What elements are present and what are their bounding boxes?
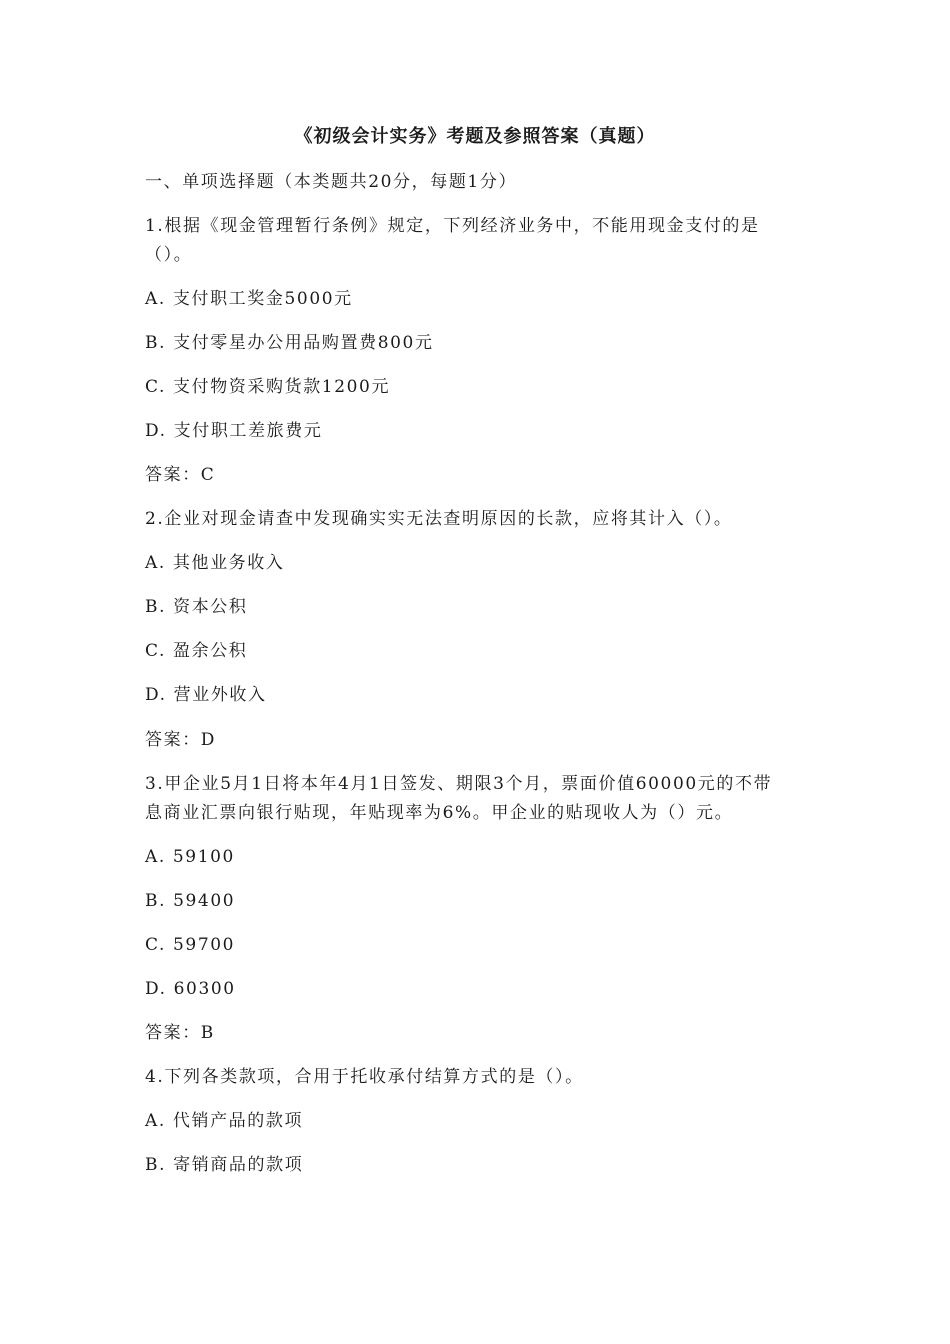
question-2-option-a: A. 其他业务收入 bbox=[145, 553, 285, 573]
question-1-option-a: A. 支付职工奖金5000元 bbox=[145, 289, 353, 309]
question-2-option-b: B. 资本公积 bbox=[145, 597, 248, 617]
question-3-option-c: C. 59700 bbox=[145, 935, 236, 955]
question-3-stem-line2: 息商业汇票向银行贴现，年贴现率为6%。甲企业的贴现收人为（）元。 bbox=[145, 803, 734, 823]
question-4-option-b: B. 寄销商品的款项 bbox=[145, 1155, 304, 1175]
question-4-stem-line1: 4.下列各类款项，合用于托收承付结算方式的是（）。 bbox=[145, 1067, 584, 1087]
question-1-stem-line1: 1.根据《现金管理暂行条例》规定，下列经济业务中，不能用现金支付的是 bbox=[145, 216, 760, 236]
question-3-option-d: D. 60300 bbox=[145, 979, 236, 999]
question-1-option-d: D. 支付职工差旅费元 bbox=[145, 421, 323, 441]
question-3-answer: 答案：B bbox=[145, 1023, 215, 1043]
question-2-stem-line1: 2.企业对现金请查中发现确实实无法查明原因的长款，应将其计入（）。 bbox=[145, 509, 733, 529]
question-1-option-b: B. 支付零星办公用品购置费800元 bbox=[145, 333, 434, 353]
section-heading: 一、单项选择题（本类题共20分，每题1分） bbox=[145, 172, 518, 192]
question-3-option-b: B. 59400 bbox=[145, 891, 236, 911]
question-2-answer: 答案：D bbox=[145, 730, 217, 750]
question-2-option-d: D. 营业外收入 bbox=[145, 685, 267, 705]
question-1-option-c: C. 支付物资采购货款1200元 bbox=[145, 377, 391, 397]
question-1-answer: 答案：C bbox=[145, 465, 216, 485]
question-1-stem-line2: （）。 bbox=[145, 245, 193, 265]
document-title: 《初级会计实务》考题及参照答案（真题） bbox=[294, 126, 656, 147]
question-3-stem-line1: 3.甲企业5月1日将本年4月1日签发、期限3个月，票面价值60000元的不带 bbox=[145, 774, 773, 794]
question-3-option-a: A. 59100 bbox=[145, 847, 235, 867]
question-2-option-c: C. 盈余公积 bbox=[145, 641, 248, 661]
question-4-option-a: A. 代销产品的款项 bbox=[145, 1111, 304, 1131]
